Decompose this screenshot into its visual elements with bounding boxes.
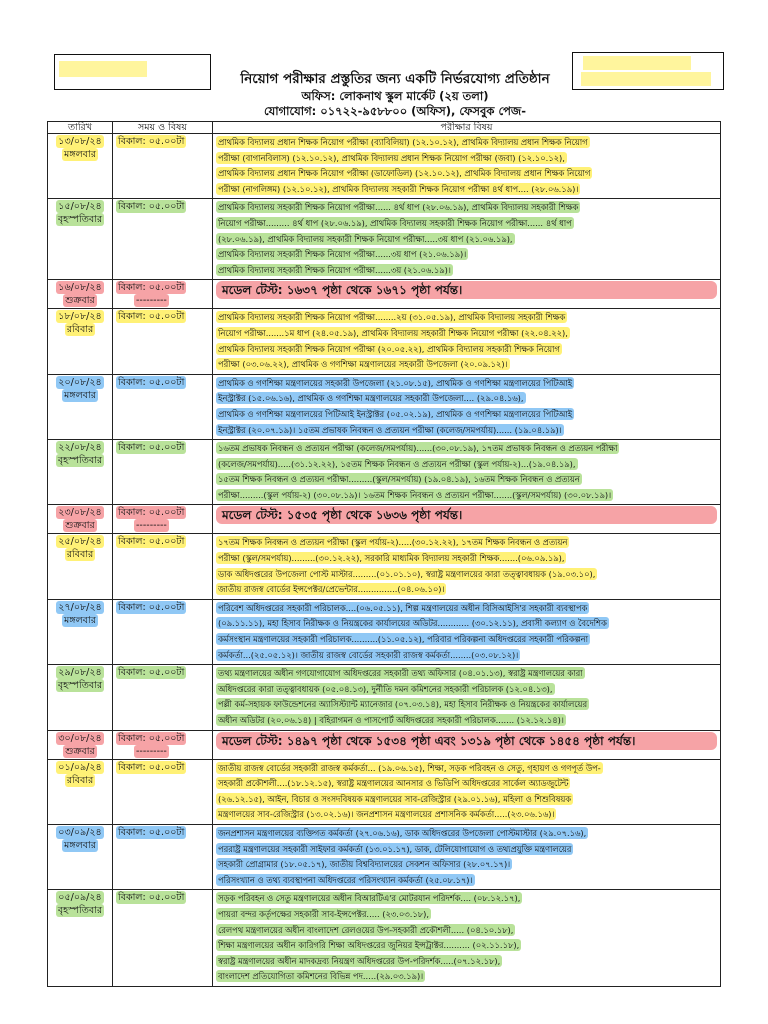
subject-line: প্রাথমিক বিদ্যালয় প্রধান শিক্ষক নিয়োগ পরীক্ষা (ডাফোডিল) (১২.১০.১২), প্রাথমিক বিদ্যালয় প্রধান শিক্ষক নিয়োগ bbox=[218, 168, 591, 179]
office-address: অফিস: লোকনাথ স্কুল মার্কেট (২য় তলা) bbox=[301, 89, 489, 103]
time-text: বিকাল: ০৫.০০টা bbox=[118, 826, 185, 838]
table-row bbox=[48, 199, 721, 280]
day-text: মঙ্গলবার bbox=[64, 149, 96, 160]
subject-line: পরীক্ষা (নাগলিঙ্গম) (১২.১০.১২), প্রাথমিক বিদ্যালয় সহকারী শিক্ষক নিয়োগ পরীক্ষা ৪র্থ ধাপ.... (২৮.০৬.১৯)। bbox=[218, 183, 579, 194]
subject-line: (০৯.১১.১১), মহা হিসাব নিরীক্ষক ও নিয়ন্ত্রকের কার্যালয়ের অডিটর............ (৩০.১২.১১), প্রবাসী কল্যাণ ও বৈদেশিক bbox=[218, 618, 607, 629]
table-row bbox=[48, 890, 721, 987]
model-test-text: মডেল টেস্ট: ১৪৯৭ পৃষ্ঠা থেকে ১৫৩৪ পৃষ্ঠা এবং ১৩১৯ পৃষ্ঠা থেকে ১৪৫৪ পৃষ্ঠা পর্যন্ত। bbox=[216, 732, 717, 750]
time-text: বিকাল: ০৫.০০টা bbox=[118, 601, 185, 613]
subject-line: জনপ্রশাসন মন্ত্রণালয়ের ব্যক্তিগত কর্মকর্তা (২৭.০৬.১৬), ডাক অধিদপ্তরের উপজেলা পোস্টমাস্টার (২৯.০৭.১৬), bbox=[218, 827, 587, 838]
date-text: ৩০/০৮/২৪ bbox=[58, 732, 102, 744]
time-cell bbox=[113, 440, 213, 505]
time-cell bbox=[113, 309, 213, 374]
date-text: ১৩/০৮/২৪ bbox=[58, 136, 102, 147]
date-text: ০১/০৯/২৪ bbox=[58, 761, 102, 773]
date-text: ২৫/০৮/২৪ bbox=[58, 536, 102, 548]
day-text: বৃহস্পতিবার bbox=[57, 680, 103, 692]
time-cell bbox=[113, 534, 213, 599]
subject-line: জাতীয় রাজস্ব বোর্ডের ইন্সপেক্টর/প্রেভেন্টার...............(০৪.০৬.১০)। bbox=[218, 584, 445, 595]
table-row bbox=[48, 824, 721, 889]
date-text: ০৫/০৯/২৪ bbox=[58, 892, 102, 904]
table-row bbox=[48, 599, 721, 664]
subject-line: ১৭তম শিক্ষক নিবন্ধন ও প্রত্যয়ন পরীক্ষা (স্কুল পর্যায়-২).....(৩০.১২.২২), ১৭তম শিক্ষক নিবন্ধন ও প্রত্যয়ন bbox=[218, 537, 568, 548]
table-row bbox=[48, 134, 721, 199]
subject-line: ১৫তম শিক্ষক নিবন্ধন ও প্রত্যয়ন পরীক্ষা.........(স্কুল/সমপর্যায়) (১৯.০৪.১৯), ১৬তম শিক্ষক নিবন্ধন ও প্রত্যয়ন bbox=[218, 474, 580, 485]
day-text: শুক্রবার bbox=[65, 520, 95, 532]
table-row bbox=[48, 665, 721, 730]
subject-line: প্রাথমিক বিদ্যালয় সহকারী শিক্ষক নিয়োগ পরীক্ষা...... ৪র্থ ধাপ (২৮.০৬.১৯), প্রাথমিক বিদ্যালয় সহকারী শিক্ষক bbox=[218, 202, 579, 213]
table-row bbox=[48, 534, 721, 599]
subject-cell bbox=[213, 534, 721, 599]
day-text: মঙ্গলবার bbox=[64, 839, 96, 851]
table-row bbox=[48, 309, 721, 374]
subject-line: পরিবেশ অধিদপ্তরের সহকারী পরিচালক....(০৬.০৫.১১), শিল্প মন্ত্রণালয়ের অধীন বিসিআইসি'র সহকারী ব্যবস্থাপক bbox=[218, 602, 588, 613]
table-row bbox=[48, 280, 721, 309]
date-text: ২০/০৮/২৪ bbox=[58, 376, 102, 388]
subject-line: নিয়োগ পরীক্ষা......... ৪র্থ ধাপ (২৮.০৬.১৯), প্রাথমিক বিদ্যালয় সহকারী শিক্ষক নিয়োগ পরীক্ষা...... ৪র্থ ধাপ bbox=[218, 217, 572, 228]
model-test-text: মডেল টেস্ট: ১৬৩৭ পৃষ্ঠা থেকে ১৬৭১ পৃষ্ঠা পর্যন্ত। bbox=[216, 281, 717, 299]
time-cell bbox=[113, 890, 213, 987]
subject-line: তথ্য মন্ত্রণালয়ের অধীন গণযোগাযোগ অধিদপ্তরের সহকারী তথ্য অফিসার (০৪.০১.১৩), স্বরাষ্ট্র মন্ত্রণালয়ের কারা bbox=[218, 668, 583, 679]
subject-line: সহকারী প্রকৌশলী....(১৮.১২.১৫), স্বরাষ্ট্র মন্ত্রণালয়ের আনসার ও ভিডিপি অধিদপ্তরের সার্কেল অ্যাডজুটেন্ট bbox=[218, 778, 569, 789]
time-cell bbox=[113, 824, 213, 889]
day-text: রবিবার bbox=[66, 324, 94, 336]
left-highlight bbox=[59, 61, 147, 77]
subject-cell bbox=[213, 309, 721, 374]
date-cell bbox=[48, 824, 113, 889]
subject-line: (কলেজ/সমপর্যায়).....(৩১.১২.২২), ১৫তম শিক্ষক নিবন্ধন ও প্রত্যয়ন পরীক্ষা (স্কুল পর্যায়-২)...(১৯.০৪.১৯), bbox=[218, 458, 576, 469]
subject-line: প্রাথমিক ও গণশিক্ষা মন্ত্রণালয়ের পিটিআই ইনস্ট্রাক্টর (০৫.০২.১৯), প্রাথমিক ও গণশিক্ষা মন্ত্রণালয়ের পিটিআই bbox=[218, 408, 573, 419]
subject-cell bbox=[213, 199, 721, 280]
subject-line: বাংলাদেশ প্রতিযোগিতা কমিশনের বিভিন্ন পদ.....(২৯.০৩.১৯)। bbox=[218, 971, 424, 982]
date-text: ১৬/০৮/২৪ bbox=[58, 282, 102, 294]
model-test-text: মডেল টেস্ট: ১৫৩৫ পৃষ্ঠা থেকে ১৬৩৬ পৃষ্ঠা পর্যন্ত। bbox=[216, 506, 717, 524]
subject-line: ডাক অধিদপ্তরের উপজেলা পোস্ট মাস্টার.........(০১.০১.১০), স্বরাষ্ট্র মন্ত্রণালয়ের কারা তত্ত্বাবধায়ক (১৯.০৩.১০), bbox=[218, 568, 596, 579]
model-test-cell bbox=[213, 505, 721, 534]
time-cell bbox=[113, 759, 213, 824]
subject-line: সড়ক পরিবহন ও সেতু মন্ত্রণালয়ের অধীন বিআরটিএ'র মোটরযান পরিদর্শক.... (০৮.১২.১৭), bbox=[218, 893, 521, 904]
header-subject: পরীক্ষার বিষয় bbox=[213, 122, 721, 134]
subject-cell bbox=[213, 134, 721, 199]
schedule-body bbox=[48, 134, 721, 987]
day-text: মঙ্গলবার bbox=[64, 389, 96, 401]
subject-line: পরীক্ষা (বাগানবিলাস) (১২.১০.১২), প্রাথমিক বিদ্যালয় প্রধান শিক্ষক নিয়োগ পরীক্ষা (জবা) (১২.১০.১২), bbox=[218, 152, 565, 163]
subject-cell bbox=[213, 599, 721, 664]
header-date: তারিখ bbox=[48, 122, 113, 134]
date-cell bbox=[48, 730, 113, 759]
date-cell bbox=[48, 890, 113, 987]
subject-cell bbox=[213, 824, 721, 889]
day-text: মঙ্গলবার bbox=[64, 614, 96, 626]
date-cell bbox=[48, 505, 113, 534]
subject-line: অধীন অডিটর (২০.০৬.১৪) | বহিরাগমন ও পাসপোর্ট অধিদপ্তরের সহকারী পরিচালক....... (১২.১২.১৪)। bbox=[218, 715, 564, 725]
table-row bbox=[48, 374, 721, 439]
subject-line: (২৮.০৬.১৯), প্রাথমিক বিদ্যালয় সহকারী শিক্ষক নিয়োগ পরীক্ষা.....৩য় ধাপ (২১.০৬.১৯), bbox=[218, 233, 513, 244]
subject-line: নিয়োগ পরীক্ষা.......১ম ধাপ (২৪.০৫.১৯), প্রাথমিক বিদ্যালয় সহকারী শিক্ষক নিয়োগ পরীক্ষা (২২.০৪.২২), bbox=[218, 327, 568, 338]
subject-line: শিক্ষা মন্ত্রণালয়ের অধীন কারিগরি শিক্ষা অধিদপ্তরের জুনিয়র ইন্সট্রাক্টর.......... (০২.১১.১৮), bbox=[218, 940, 520, 951]
time-cell bbox=[113, 134, 213, 199]
subject-line: (২৬.১২.১৫), আইন, বিচার ও সংসদবিষয়ক মন্ত্রণালয়ের সাব-রেজিস্ট্রার (২৯.০১.১৬), মহিলা ও শিশুবিষয়ক bbox=[218, 793, 572, 804]
time-cell bbox=[113, 374, 213, 439]
right-highlight-2 bbox=[581, 72, 711, 86]
date-text: ১৮/০৮/২৪ bbox=[58, 311, 102, 323]
time-cell bbox=[113, 505, 213, 534]
right-highlight-1 bbox=[583, 56, 691, 70]
subject-line: স্বরাষ্ট্র মন্ত্রণালয়ের অধীন মাদকদ্রব্য নিয়ন্ত্রণ অধিদপ্তরের উপ-পরিদর্শক.....(০৭.১২.১৮), bbox=[218, 955, 501, 966]
date-cell bbox=[48, 134, 113, 199]
time-cell bbox=[113, 199, 213, 280]
model-test-cell bbox=[213, 280, 721, 309]
date-cell bbox=[48, 374, 113, 439]
contact-info: যোগাযোগ: ০১৭২২-৯৫৮৮০০ (অফিস), ফেসবুক পেজ- bbox=[264, 104, 526, 118]
day-text: শুক্রবার bbox=[65, 295, 95, 307]
subject-cell bbox=[213, 759, 721, 824]
time-text: বিকাল: ০৫.০০টা bbox=[118, 442, 185, 454]
subject-line: প্রাথমিক বিদ্যালয় সহকারী শিক্ষক নিয়োগ পরীক্ষা......৩য় (২১.০৬.১৯)। bbox=[218, 264, 451, 275]
date-text: ২৭/০৮/২৪ bbox=[58, 601, 102, 613]
table-row bbox=[48, 505, 721, 534]
time-text: বিকাল: ০৫.০০টা bbox=[118, 507, 185, 519]
right-label-box bbox=[572, 52, 724, 90]
date-text: ২৯/০৮/২৪ bbox=[58, 667, 102, 679]
subject-line: জাতীয় রাজস্ব বোর্ডের সহকারী রাজস্ব কর্মকর্তা... (১৯.০৬.১৫), শিক্ষা, সড়ক পরিবহন ও সেতু, গৃহায়ণ ও গণপূর্ত উপ- bbox=[218, 762, 601, 773]
day-text: বৃহস্পতিবার bbox=[57, 214, 103, 226]
header-time: সময় ও বিষয় bbox=[113, 122, 213, 134]
subject-line: পরীক্ষা.........(স্কুল পর্যায়-২) (৩০.০৮.১৯)। ১৬তম শিক্ষক নিবন্ধন ও প্রত্যয়ন পরীক্ষা.......(স্কুল/সমপর্যায়) (৩০.০৮.১৯)। bbox=[218, 489, 612, 500]
date-cell bbox=[48, 665, 113, 730]
subject-line: প্রাথমিক বিদ্যালয় সহকারী শিক্ষক নিয়োগ পরীক্ষা........২য় (৩১.০৫.১৯), প্রাথমিক বিদ্যালয় সহকারী শিক্ষক bbox=[218, 312, 566, 323]
subject-line: অধিদপ্তরের কারা তত্ত্বাবধায়ক (০৫.০৪.১৩), দুর্নীতি দমন কমিশনের সহকারী পরিচালক (১২.০৪.১৩), bbox=[218, 683, 553, 694]
subject-cell bbox=[213, 890, 721, 987]
time-text: বিকাল: ০৫.০০টা bbox=[118, 536, 185, 548]
time-text: বিকাল: ০৫.০০টা bbox=[118, 376, 185, 388]
date-text: ০৩/০৯/২৪ bbox=[58, 826, 102, 838]
time-text: বিকাল: ০৫.০০টা bbox=[118, 282, 185, 294]
subject-line: পল্লী কর্ম-সহায়ক ফাউন্ডেশনের অ্যাসিস্ট্যান্ট ম্যানেজার (০৭.০৩.১৪), মহা হিসাব নিরীক্ষক ও নিয়ন্ত্রকের কার্যালয়ের bbox=[218, 699, 588, 710]
time-text: বিকাল: ০৫.০০টা bbox=[118, 201, 185, 213]
date-cell bbox=[48, 309, 113, 374]
subject-line: প্রাথমিক বিদ্যালয় সহকারী শিক্ষক নিয়োগ পরীক্ষা (২০.০৫.২২), প্রাথমিক বিদ্যালয় সহকারী শিক্ষক নিয়োগ bbox=[218, 343, 560, 354]
table-header-row bbox=[48, 122, 721, 134]
date-cell bbox=[48, 759, 113, 824]
page-title: নিয়োগ পরীক্ষার প্রস্তুতির জন্য একটি নির্ভরযোগ্য প্রতিষ্ঠান bbox=[240, 71, 550, 87]
date-cell bbox=[48, 534, 113, 599]
subject-line: পায়রা বন্দর কর্তৃপক্ষের সহকারী সাব-ইন্সপেক্টর..... (২৩.০৩.১৮), bbox=[218, 908, 429, 919]
subject-cell bbox=[213, 440, 721, 505]
day-text: রবিবার bbox=[66, 549, 94, 561]
time-text: বিকাল: ০৫.০০টা bbox=[118, 892, 185, 904]
table-row bbox=[48, 440, 721, 505]
time-cell bbox=[113, 665, 213, 730]
subject-line: প্রাথমিক বিদ্যালয় প্রধান শিক্ষক নিয়োগ পরীক্ষা (ব্যাবিলিয়া) (১২.১০.১২), প্রাথমিক বিদ্যালয় প্রধান শিক্ষক নিয়োগ bbox=[218, 137, 588, 147]
subject-line: ১৬তম প্রভাষক নিবন্ধন ও প্রত্যয়ন পরীক্ষা (কলেজ/সমপর্যায়)......(৩০.০৮.১৯), ১৭তম প্রভাষক নিবন্ধন ও প্রত্যয়ন পরীক্ষা bbox=[218, 443, 618, 454]
subject-line: মন্ত্রণালয়ের সাব-রেজিস্ট্রার (১৩.০২.১৬)। জনপ্রশাসন মন্ত্রণালয়ের প্রশাসনিক কর্মকর্তা.....(২৩.০৬.১৬)। bbox=[218, 809, 555, 820]
day-text: বৃহস্পতিবার bbox=[57, 455, 103, 467]
time-text: বিকাল: ০৫.০০টা bbox=[118, 732, 185, 744]
time-text: বিকাল: ০৫.০০টা bbox=[118, 667, 185, 679]
subject-line: প্রাথমিক বিদ্যালয় সহকারী শিক্ষক নিয়োগ পরীক্ষা......৩য় ধাপ (২১.০৬.১৯)। bbox=[218, 249, 467, 260]
day-text: বৃহস্পতিবার bbox=[57, 905, 103, 917]
dash-text: --------- bbox=[136, 745, 167, 757]
time-text: বিকাল: ০৫.০০টা bbox=[118, 761, 185, 773]
date-cell bbox=[48, 280, 113, 309]
date-cell bbox=[48, 440, 113, 505]
subject-line: পররাষ্ট্র মন্ত্রণালয়ের সহকারী সাইফার কর্মকর্তা (১৩.০১.১৭), ডাক, টেলিযোগাযোগ ও তথ্যপ্রযুক্তি মন্ত্রণালয়ের bbox=[218, 843, 572, 854]
date-text: ২২/০৮/২৪ bbox=[58, 442, 102, 454]
time-cell bbox=[113, 730, 213, 759]
date-cell bbox=[48, 599, 113, 664]
model-test-cell bbox=[213, 730, 721, 759]
date-text: ২৩/০৮/২৪ bbox=[58, 507, 102, 519]
dash-text: --------- bbox=[136, 295, 167, 307]
subject-line: সহকারী প্রোগ্রামার (১৮.০৫.১৭), জাতীয় বিশ্ববিদ্যালয়ের সেকশন অফিসার (২৮.০৭.১৭)। bbox=[218, 859, 511, 870]
day-text: শুক্রবার bbox=[65, 745, 95, 757]
dash-text: --------- bbox=[136, 520, 167, 532]
subject-line: কর্মকর্তা...(২৫.০৫.১২)। জাতীয় রাজস্ব বোর্ডের সহকারী রাজস্ব কর্মকর্তা........(০৩.০৮.১২)। bbox=[218, 649, 519, 660]
subject-line: ইনস্ট্রাক্টর (১৫.০৬.১৬), প্রাথমিক ও গণশিক্ষা মন্ত্রণালয়ের সহকারী উপজেলা.... (২৯.০৪.১৬), bbox=[218, 393, 524, 404]
left-label-box bbox=[54, 54, 211, 90]
subject-cell bbox=[213, 665, 721, 730]
time-text: বিকাল: ০৫.০০টা bbox=[118, 311, 185, 323]
subject-line: কর্মসংস্থান মন্ত্রণালয়ের সহকারী পরিচালক..........(১১.০৫.১২), পরিবার পরিকল্পনা অধিদপ্তরের সহকারী পরিকল্পনা bbox=[218, 634, 588, 645]
date-cell bbox=[48, 199, 113, 280]
time-text: বিকাল: ০৫.০০টা bbox=[118, 136, 185, 147]
subject-line: পরীক্ষা (০৩.০৬.২২), প্রাথমিক ও গণশিক্ষা মন্ত্রণালয়ের সহকারী উপজেলা (২০.০৯.১২)। bbox=[218, 359, 508, 370]
time-cell bbox=[113, 599, 213, 664]
subject-line: রেলপথ মন্ত্রণালয়ের অধীন বাংলাদেশ রেলওয়ের উপ-সহকারী প্রকৌশলী..... (০৪.১০.১৮), bbox=[218, 924, 514, 935]
subject-line: ইনস্ট্রাক্টর (২০.০৭.১৯)। ১৫তম প্রভাষক নিবন্ধন ও প্রত্যয়ন পরীক্ষা (কলেজ/সমপর্যায়)...... (১৯.০৪.১৯)। bbox=[218, 424, 562, 435]
subject-line: পরিসংখ্যান ও তথ্য ব্যবস্থাপনা অধিদপ্তরের পরিসংখ্যান কর্মকর্তা (২৫.০৮.১৭)। bbox=[218, 874, 473, 885]
table-row bbox=[48, 730, 721, 759]
table-row bbox=[48, 759, 721, 824]
subject-cell bbox=[213, 374, 721, 439]
subject-line: প্রাথমিক ও গণশিক্ষা মন্ত্রণালয়ের সহকারী উপজেলা (২১.০৮.১৫), প্রাথমিক ও গণশিক্ষা মন্ত্রণালয়ের পিটিআই bbox=[218, 377, 573, 388]
date-text: ১৫/০৮/২৪ bbox=[58, 201, 102, 213]
time-cell bbox=[113, 280, 213, 309]
schedule-table bbox=[47, 121, 721, 987]
day-text: রবিবার bbox=[66, 774, 94, 786]
subject-line: পরীক্ষা (স্কুল/সমপর্যায়).........(৩০.১২.২২), সরকারি মাধ্যমিক বিদ্যালয় সহকারী শিক্ষক.......(০৬.০৯.১৯), bbox=[218, 553, 565, 564]
